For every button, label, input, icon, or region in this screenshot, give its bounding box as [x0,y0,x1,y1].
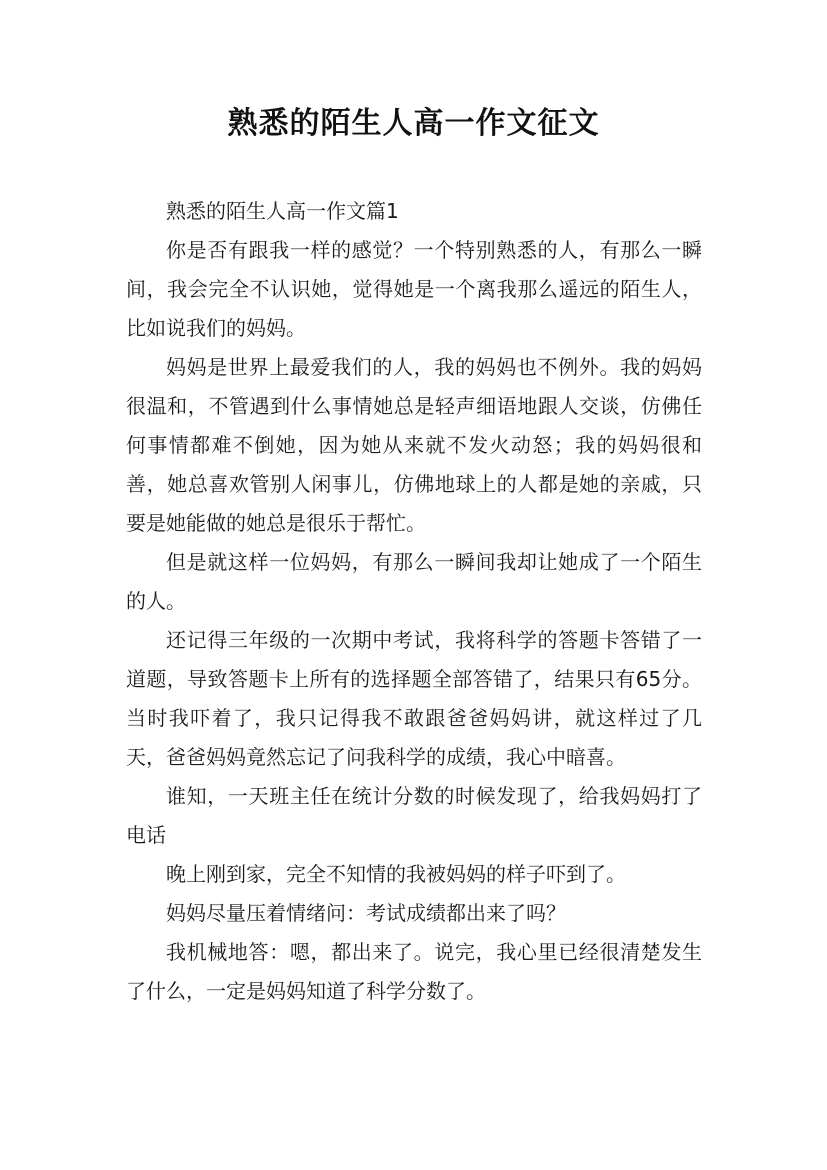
paragraph: 我机械地答：嗯，都出来了。说完，我心里已经很清楚发生了什么，一定是妈妈知道了科学分数了。 [126,940,702,1003]
paragraph: 晚上刚到家，完全不知情的我被妈妈的样子吓到了。 [166,862,626,886]
paragraph: 谁知，一天班主任在统计分数的时候发现了，给我妈妈打了电话 [126,784,702,847]
paragraph: 但是就这样一位妈妈，有那么一瞬间我却让她成了一个陌生的人。 [126,550,702,613]
document-title: 熟悉的陌生人高一作文征文 [227,106,600,141]
paragraph: 你是否有跟我一样的感觉？一个特别熟悉的人，有那么一瞬间，我会完全不认识她，觉得她是一个离我那么遥远的陌生人，比如说我们的妈妈。 [126,238,702,340]
paragraph: 还记得三年级的一次期中考试，我将科学的答题卡答错了一道题，导致答题卡上所有的选择题全部答错了，结果只有65分。当时我吓着了，我只记得我不敢跟爸爸妈妈讲，就这样过了几天，爸爸妈妈竟然忘记了问我科学的成绩，我心中暗喜。 [126,628,702,769]
paragraph: 妈妈尽量压着情绪问：考试成绩都出来了吗？ [166,901,566,925]
section-heading: 熟悉的陌生人高一作文篇1 [166,199,399,223]
document-body [126,192,702,1011]
paragraph: 妈妈是世界上最爱我们的人，我的妈妈也不例外。我的妈妈很温和，不管遇到什么事情她总是轻声细语地跟人交谈，仿佛任何事情都难不倒她，因为她从来就不发火动怒；我的妈妈很和善，她总喜欢管别人闲事儿，仿佛地球上的人都是她的亲戚，只要是她能做的她总是很乐于帮忙。 [126,355,702,535]
